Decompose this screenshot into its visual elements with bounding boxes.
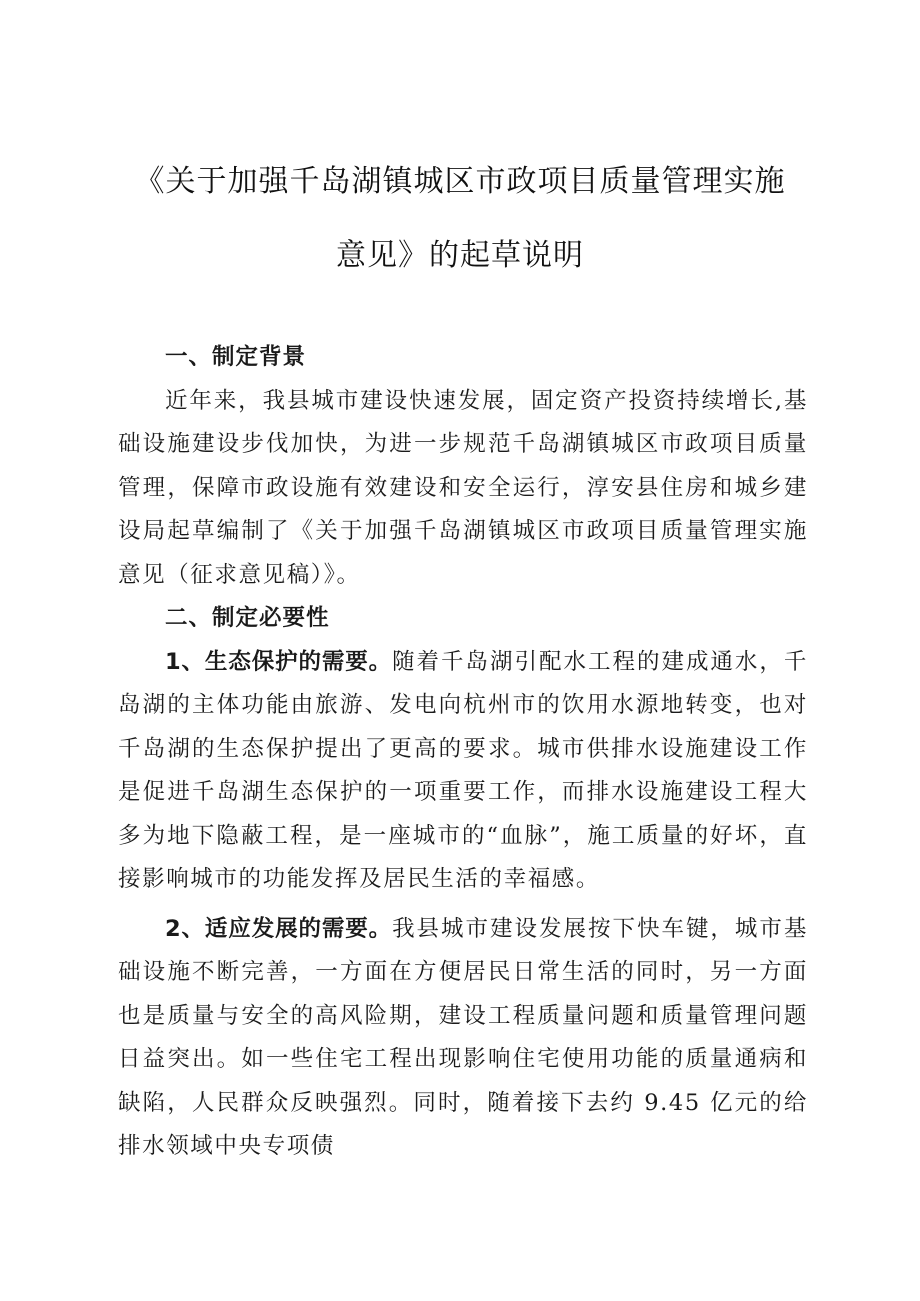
item-2-text: 我县城市建设发展按下快车键，城市基础设施不断完善，一方面在方便居民日常生活的同时，另一方面也是质量与安全的高风险期，建设工程质量问题和质量管理问题日益突出。如一些住宅工程出现影响住宅使用功能的质量通病和缺陷，人民群众反映强烈。同时，随着接下去约 9.45 亿元的给排水领域中央专项债 (118, 915, 809, 1159)
necessity-item-1 (118, 641, 808, 902)
section-heading-background: 一、制定背景 (165, 344, 307, 370)
item-1-text: 随着千岛湖引配水工程的建成通水，千岛湖的主体功能由旅游、发电向杭州市的饮用水源地转变，也对千岛湖的生态保护提出了更高的要求。城市供排水设施建设工作是促进千岛湖生态保护的一项重要工作，而排水设施建设工程大多为地下隐蔽工程，是一座城市的“血脉”，施工质量的好坏，直接影响城市的功能发挥及居民生活的幸福感。 (118, 648, 809, 892)
necessity-item-2 (118, 908, 808, 1169)
document-body (118, 336, 808, 1169)
item-1-lead: 1、生态保护的需要。 (165, 648, 393, 675)
item-2-lead: 2、适应发展的需要。 (165, 915, 393, 942)
document-title-line-1: 《关于加强千岛湖镇城区市政项目质量管理实施 (134, 164, 786, 199)
section-heading-necessity: 二、制定必要性 (165, 605, 330, 631)
document-title-line-2: 意见》的起草说明 (336, 238, 584, 273)
background-paragraph: 近年来，我县城市建设快速发展，固定资产投资持续增长,基础设施建设步伐加快，为进一步规范千岛湖镇城区市政项目质量管理，保障市政设施有效建设和安全运行，淳安县住房和城乡建设局起草编制了《关于加强千岛湖镇城区市政项目质量管理实施意见（征求意见稿）》。 (118, 387, 808, 588)
